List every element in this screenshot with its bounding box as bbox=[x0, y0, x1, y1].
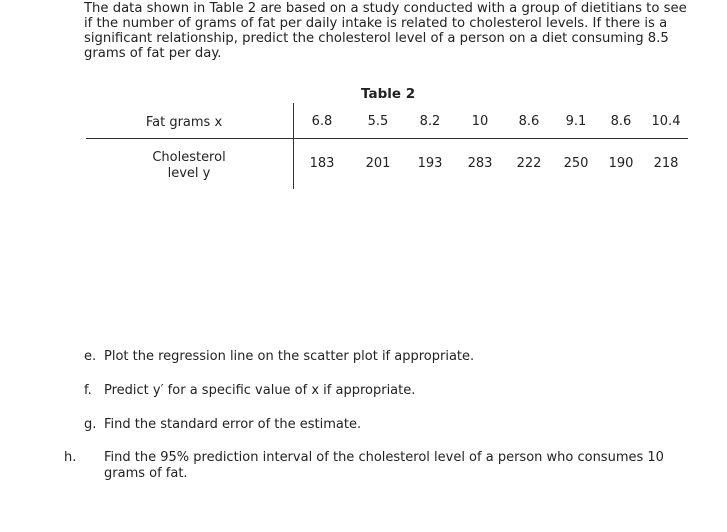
question-text: Find the 95% prediction interval of the cholesterol level of a person who consumes 10 grams of fat. bbox=[104, 450, 664, 481]
x-value-cell: 6.8 bbox=[311, 114, 333, 129]
x-value-cell: 8.6 bbox=[610, 114, 632, 129]
y-value-cell: 222 bbox=[516, 156, 542, 171]
y-value-cell: 250 bbox=[563, 156, 589, 171]
question-text: Plot the regression line on the scatter plot if appropriate. bbox=[104, 349, 475, 364]
x-value-cell: 8.6 bbox=[518, 114, 540, 129]
table-title: Table 2 bbox=[361, 86, 416, 102]
row-label-fat-grams: Fat grams x bbox=[145, 115, 223, 130]
y-value-cell: 193 bbox=[417, 156, 443, 171]
table-horizontal-rule bbox=[86, 138, 688, 139]
question-e bbox=[84, 349, 474, 365]
question-text: Predict y′ for a specific value of x if appropriate. bbox=[104, 383, 416, 398]
row-label-cholesterol bbox=[119, 150, 259, 182]
y-value-cell: 190 bbox=[608, 156, 634, 171]
y-value-cell: 218 bbox=[653, 156, 679, 171]
x-value-cell: 10 bbox=[471, 114, 489, 129]
x-value-cell: 10.4 bbox=[651, 114, 681, 129]
question-letter: f. bbox=[84, 383, 92, 398]
question-letter: e. bbox=[84, 349, 97, 364]
y-value-cell: 183 bbox=[309, 156, 335, 171]
table-vertical-rule bbox=[293, 103, 294, 189]
question-g bbox=[84, 417, 361, 433]
question-letter: g. bbox=[84, 417, 97, 432]
y-value-cell: 201 bbox=[365, 156, 391, 171]
question-h bbox=[64, 450, 690, 482]
row-label-cholesterol-line1: Cholesterol bbox=[152, 150, 226, 165]
question-f bbox=[84, 383, 415, 399]
x-value-cell: 9.1 bbox=[565, 114, 587, 129]
question-letter: h. bbox=[64, 450, 77, 465]
x-value-cell: 8.2 bbox=[419, 114, 441, 129]
row-label-cholesterol-line2: level y bbox=[167, 166, 211, 181]
y-value-cell: 283 bbox=[467, 156, 493, 171]
x-value-cell: 5.5 bbox=[367, 114, 389, 129]
problem-intro-text: The data shown in Table 2 are based on a study conducted with a group of dietitians to see if the number of grams of fat per daily intake is related to cholesterol levels. If there is a significant relationship, predict the cholesterol level of a person on a diet consuming 8.5 grams of fat per day. bbox=[84, 1, 687, 61]
question-text: Find the standard error of the estimate. bbox=[104, 417, 362, 432]
